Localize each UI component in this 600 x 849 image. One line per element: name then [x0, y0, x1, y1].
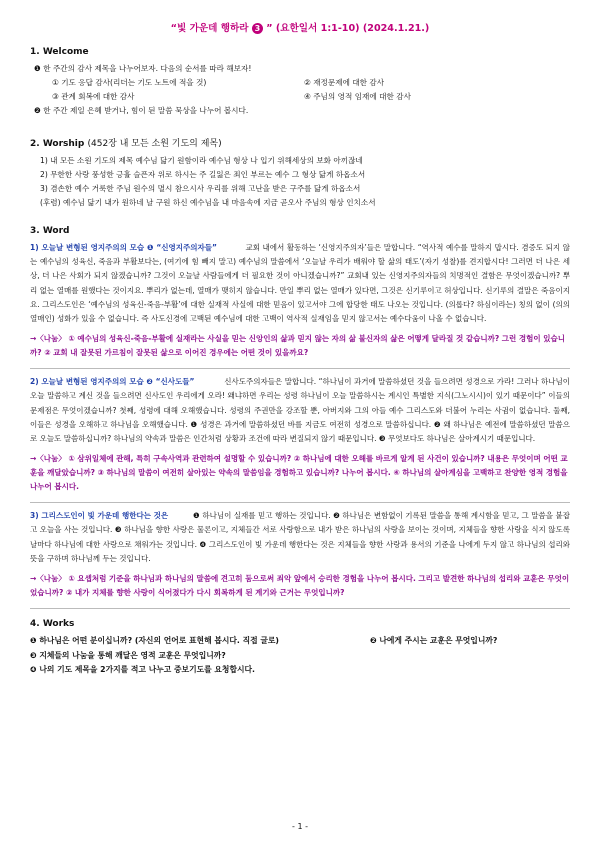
divider-2	[30, 502, 570, 503]
word-question-1: →〈나눔〉 ① 예수님의 성육신-죽음-부활에 실재라는 사실을 믿는 신앙인의 삶과 믿지 않는 자의 삶 불신자의 삶은 어떻게 달라질 것 같습니까? 그런 경험이 있습니까? ② 교회 내 잘못된 가르침이 잘못된 삶으로 이어진 경우에는 어떤 것이 있을까요?	[30, 334, 565, 358]
welcome-item-1: ❶ 한 주간의 감사 제목을 나누어보자. 다음의 순서를 따라 해보자!	[34, 64, 252, 73]
title-suffix: ” (요한일서 1:1-10) (2024.1.21.)	[266, 23, 430, 34]
word-p1-heading: 1) 오늘날 변형된 영지주의의 모습 ❶ “신영지주의자들”	[30, 243, 217, 252]
divider-3	[30, 608, 570, 609]
worship-line-2: 2) 무한한 사랑 풍성한 긍휼 슬픈자 위로 하시는 주 길잃은 죄인 부르는 예수 그 형상 닮게 하옵소서	[40, 170, 366, 179]
word-paragraph-2	[30, 375, 570, 446]
worship-line-1: 1) 내 모든 소원 기도의 제목 예수님 닮기 원함이라 예수님 형상 나 입기 위해세상의 보화 아끼잖네	[40, 156, 363, 165]
word-p3-body: ❶ 하나님이 실재를 믿고 행하는 것입니다. ❷ 하나님은 변함없이 기록된 말씀을 통해 계시함을 믿고, 그 말씀을 붙잡고 오늘을 사는 것입니다. ❸ 하나님을 향한 사랑은 물론이고, 지체들간 서로 사랑함으로 내가 받은 하나님의 사랑을 보이는 것이며, 지체들을 향한 사랑을 식지 않도록 날마다 하나님에 대한 사랑으로 채워가는 것입니다. ❹ 그리스도인이 빛 가운데 행한다는 것은 지체들을 향한 사랑과 용서의 기준을 나에게 두지 않고 하나님의 섭리와 뜻을 구하며 하나님께 두는 것입니다.	[30, 511, 571, 563]
word-paragraph-1	[30, 241, 570, 326]
works-list	[30, 634, 570, 678]
worship-heading-label: 2. Worship	[30, 139, 85, 149]
title-prefix: “빛 가운데 행하라	[170, 23, 249, 34]
works-item-1: ❶ 하나님은 어떤 분이십니까? (자신의 언어로 표현해 봅시다. 직접 글로)	[30, 636, 279, 646]
title-number-badge: 3	[252, 23, 263, 34]
word-p1-body: 교회 내에서 활동하는 ‘신영지주의자’들은 말합니다. “역사적 예수를 말하지 맙시다. 겸증도 되지 않는 예수님의 성육신, 죽음과 부활보다는, (여기에 힘 빼지 말고) 예수님의 말씀에서 ‘오늘날 우리가 배워야 할 삶의 태도’(자기 성찰)를 견지합시다! 그러면 더 나은 세상, 더 나은 사회가 되지 않겠습니까? 그것이 오늘날 사람들에게 더 필요한 것이 아니겠습니까?” 교회내 있는 신영지주의자들의 치명적인 결함은 무엇이겠습니까? 뿌리 없는 열매를 원했다는 것이지요. 뿌리가 없는데, 열매가 맺히지 않습니다. 만일 뿌리 없는 열매가 있다면, 그것은 신기루이고 허상입니다. 신기루의 결말은 죽음이지요. 그리스도인은 ‘예수님의 성육신-죽음-부활’에 대한 실재적 사실에 대한 믿음이 있고서야 그에 합당한 태도 나오는 것입니다. (의롭다? 하심이라는) 칭의 없이 (의의 열매인) 성화가 있을 수 없습니다. 즉 사도신경에 고백된 예수님에 대한 고백이 역사적 실재임을 믿지 않고서는 예수다움이 나올 수 없습니다.	[30, 243, 570, 324]
welcome-heading: 1. Welcome	[30, 47, 89, 57]
word-heading: 3. Word	[30, 226, 70, 236]
welcome-sub-1: ① 기도 응답 감사(리더는 기도 노트에 적을 것)	[52, 78, 207, 87]
welcome-sub-row-2	[30, 90, 570, 104]
worship-line-3: 3) 겸손한 예수 거룩한 주님 원수의 멸시 참으시사 우리를 위해 고난을 받은 구주를 닮게 하옵소서	[40, 184, 361, 193]
word-question-3: →〈나눔〉 ① 요셉처럼 기준을 하나님과 하나님의 말씀에 견고히 둠으로써 죄악 앞에서 승리한 경험을 나누어 봅시다. 그리고 발견한 하나님의 섭리와 교훈은 무엇이었습니까? ② 내가 지체를 향한 사랑이 식어졌다가 다시 회복하게 된 계기와 근거는 무엇입니까?	[30, 574, 570, 598]
word-paragraph-3	[30, 509, 570, 566]
word-p3-heading: 3) 그리스도인이 빛 가운데 행한다는 것은	[30, 511, 169, 521]
document-page	[30, 10, 570, 678]
page-title	[30, 20, 570, 34]
worship-chorus: (후렴) 예수님 닮기 내가 원하네 날 구원 하신 예수님을 내 마음속에 지금 곧오사 주님의 형상 인치소서	[40, 198, 376, 207]
works-heading: 4. Works	[30, 619, 75, 630]
welcome-sub-2: ② 재정문제에 대한 감사	[304, 78, 385, 87]
works-item-4: ❹ 나의 기도 제목을 2가지를 적고 나누고 중보기도를 요청합시다.	[30, 665, 255, 675]
word-question-2: →〈나눔〉 ① 삼위일체에 관해, 특히 구속사역과 관련하여 설명할 수 있습니까? ② 하나님에 대한 오해를 바르게 알게 된 사건이 있습니까? 내용은 무엇이며 어떤 교훈을 깨달았습니까? ③ 하나님의 말씀이 여전히 살아있는 약속의 말씀임을 경험하고 있습니까? 나누어 봅시다. ④ 하나님의 살아계심을 고백하고 찬양한 영적 경험을 나누어 봅시다.	[30, 454, 568, 492]
page-number: - 1 -	[292, 822, 308, 831]
worship-heading	[30, 136, 570, 149]
welcome-sub-row-1	[30, 76, 570, 90]
divider-1	[30, 368, 570, 369]
welcome-sub-4: ④ 주님의 영적 임재에 대한 감사	[304, 92, 411, 101]
works-row-1	[30, 634, 570, 649]
works-item-2: ❷ 나에게 주시는 교훈은 무엇입니까?	[370, 636, 498, 646]
word-p2-body: 신사도주의자들은 말합니다. “하나님이 과거에 말씀하셨던 것을 들으려면 성경으로 가라! 그러나 하나님이 오늘 말씀하고 계신 것을 들으려면 신사도인 우리에게 오라! 왜냐하면 우리는 성령 하나님이 오늘 말씀하시는 계시인 특별한 지식(그노시시)이 있기 때문이다” 이들의 문제점은 무엇이겠습니까? 첫째, 성령에 대해 오해했습니다. 성령의 주권만을 강조할 뿐, 아버지와 그의 아들 예수 그리스도와 더불어 누리는 사귐이 없습니다. 둘째, 이들은 성경을 오해하고 하나님을 오해했습니다. ❶ 성경은 과거에 말씀하셨던 바를 지금도 여전히 성경으로 말씀하십니다. ❷ 왜 하나님은 예전에 말씀하셨던 말씀으로 오늘도 말씀하십니까? 하나님의 약속과 말씀은 인간처럼 상황과 조건에 따라 변질되지 않기 때문입니다. ❸ 무엇보다도 하나님은 살아계시기 때문입니다.	[30, 377, 570, 444]
worship-hymn-title: (452장 내 모든 소원 기도의 제목)	[87, 139, 222, 149]
word-p2-heading: 2) 오늘날 변형된 영지주의의 모습 ❷ “신사도들”	[30, 377, 195, 387]
welcome-sub-3: ③ 관계 회복에 대한 감사	[52, 92, 135, 101]
welcome-item-2: ❷ 한 주간 제일 은혜 받거나, 힘이 된 말씀 묵상을 나누어 봅시다.	[34, 106, 249, 115]
works-item-3: ❸ 지체들의 나눔을 통해 깨달은 영적 교훈은 무엇입니까?	[30, 650, 226, 660]
